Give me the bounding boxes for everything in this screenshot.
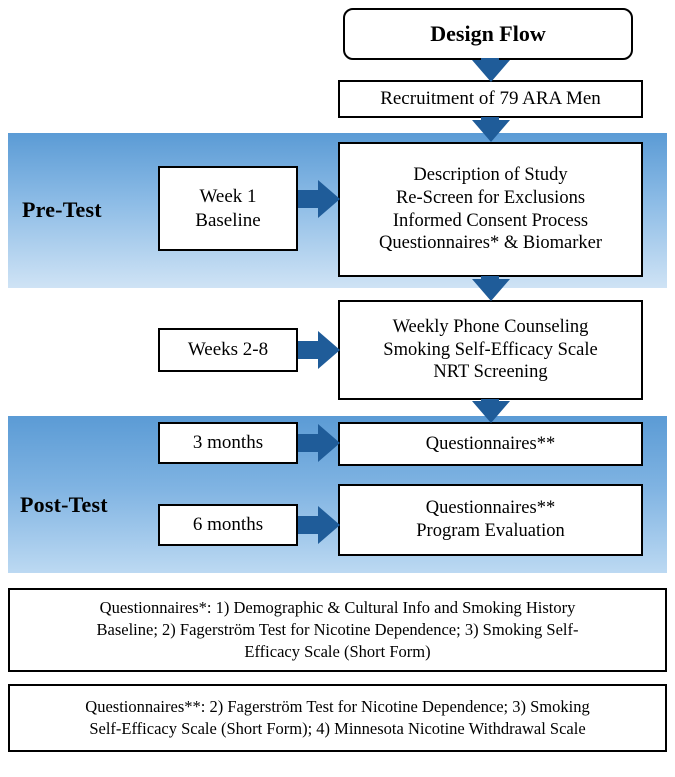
arrow-weeks28-to-weekly-stem [298, 341, 320, 359]
baseline-line-4: Questionnaires* & Biomarker [379, 233, 602, 254]
timepoint-week-1-box [158, 166, 298, 251]
weekly-line-3: NRT Screening [433, 362, 548, 383]
recruitment-text: Recruitment of 79 ARA Men [380, 88, 601, 110]
footnote-2-line-2: Self-Efficacy Scale (Short Form); 4) Minnesota Nicotine Withdrawal Scale [89, 719, 586, 738]
week-1-line-1: Week 1 [199, 185, 257, 207]
arrow-6months-to-questionnaires-stem [298, 516, 320, 534]
weekly-line-2: Smoking Self-Efficacy Scale [383, 339, 598, 360]
footnote-1-line-2: Baseline; 2) Fagerström Test for Nicotine Dependence; 3) Smoking Self- [96, 619, 579, 639]
arrow-baseline-to-weekly-icon [472, 279, 510, 301]
arrow-weekly-to-three-month-icon [472, 401, 510, 423]
footnote-1-line-1: Questionnaires*: 1) Demographic & Cultural Info and Smoking History [99, 597, 576, 617]
diagram-title: Design Flow [430, 20, 546, 46]
three-months-line-1: 3 months [192, 432, 264, 454]
six-month-line-1: Questionnaires** [425, 498, 556, 519]
week-1-line-2: Baseline [195, 209, 261, 231]
pre-test-label: Pre-Test [22, 197, 102, 222]
arrow-weeks28-to-weekly-icon [318, 331, 340, 369]
footnote-questionnaires-single-star [8, 588, 667, 672]
three-month-line-1: Questionnaires** [425, 433, 556, 454]
arrow-week1-to-baseline-icon [318, 180, 340, 218]
weekly-activities-box [338, 300, 643, 400]
baseline-line-2: Re-Screen for Exclusions [395, 187, 586, 208]
baseline-activities-box [338, 142, 643, 277]
weeks-2-8-line-1: Weeks 2-8 [187, 339, 269, 361]
arrow-recruitment-to-baseline-icon [472, 120, 510, 142]
timepoint-6-months-box [158, 504, 298, 546]
arrow-title-to-recruitment-icon [472, 60, 510, 82]
footnote-questionnaires-double-star [8, 684, 667, 752]
three-month-activities-box [338, 422, 643, 466]
recruitment-box [338, 80, 643, 118]
six-month-activities-box [338, 484, 643, 556]
diagram-title-box [343, 8, 633, 60]
timepoint-3-months-box [158, 422, 298, 464]
timepoint-weeks-2-8-box [158, 328, 298, 372]
six-months-line-1: 6 months [192, 514, 264, 536]
baseline-line-3: Informed Consent Process [392, 210, 589, 231]
arrow-3months-to-questionnaires-icon [318, 424, 340, 462]
arrow-3months-to-questionnaires-stem [298, 434, 320, 452]
arrow-week1-to-baseline-stem [298, 190, 320, 208]
weekly-line-1: Weekly Phone Counseling [392, 317, 589, 338]
baseline-line-1: Description of Study [413, 165, 568, 186]
post-test-label: Post-Test [20, 492, 108, 517]
footnote-1-line-3: Efficacy Scale (Short Form) [244, 642, 431, 662]
footnote-2-line-1: Questionnaires**: 2) Fagerström Test for Nicotine Dependence; 3) Smoking [85, 696, 590, 716]
six-month-line-2: Program Evaluation [416, 521, 565, 541]
arrow-6months-to-questionnaires-icon [318, 506, 340, 544]
